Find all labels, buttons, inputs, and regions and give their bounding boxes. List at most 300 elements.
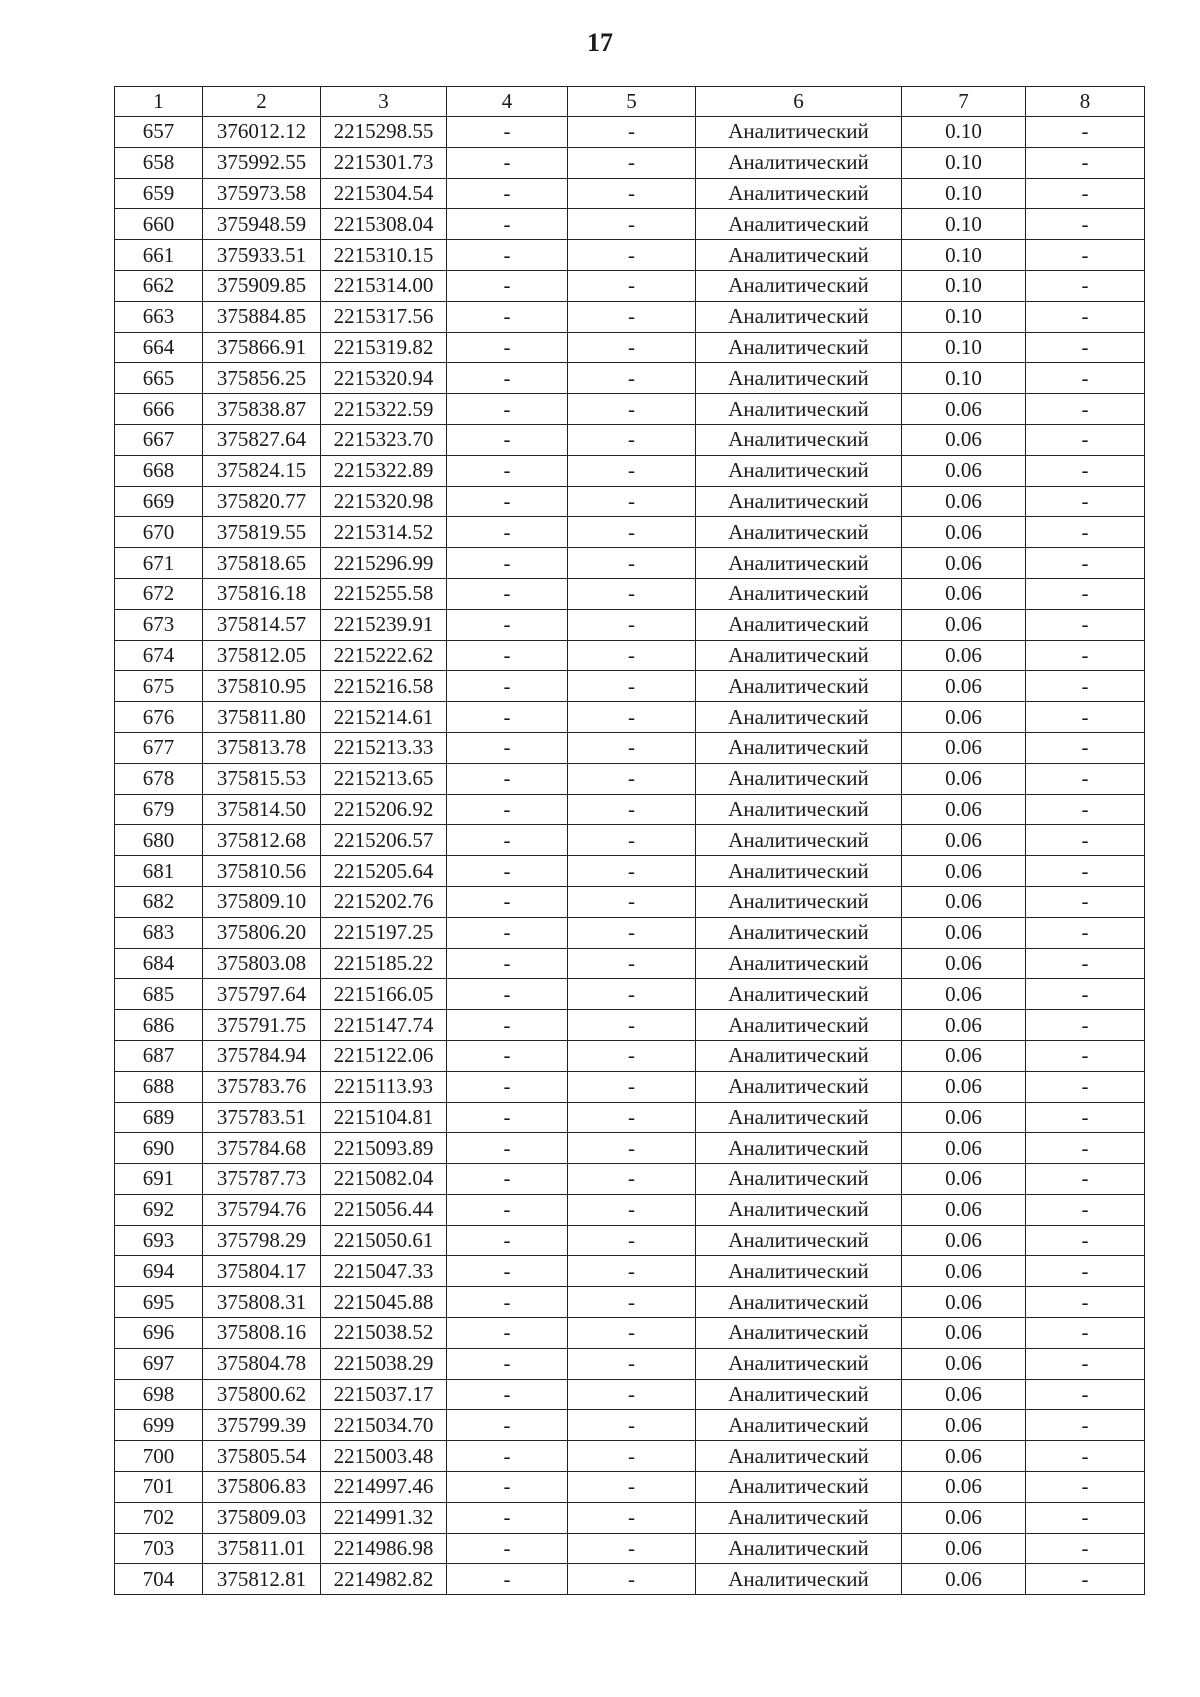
- table-cell-col-2: 375856.25: [203, 363, 321, 394]
- table-row: [115, 270, 1145, 301]
- table-cell-col-5: -: [568, 609, 696, 640]
- table-cell-col-1: 665: [115, 363, 203, 394]
- table-row: [115, 363, 1145, 394]
- table-cell-col-2: 375838.87: [203, 394, 321, 425]
- table-cell-col-6: Аналитический: [696, 1287, 902, 1318]
- table-cell-col-2: 375820.77: [203, 486, 321, 517]
- table-cell-col-7: 0.06: [902, 1040, 1026, 1071]
- table-cell-col-4: -: [447, 1533, 568, 1564]
- table-cell-col-5: -: [568, 1071, 696, 1102]
- table-cell-col-2: 375814.57: [203, 609, 321, 640]
- table-cell-col-5: -: [568, 394, 696, 425]
- table-cell-col-6: Аналитический: [696, 1225, 902, 1256]
- table-cell-col-2: 375787.73: [203, 1164, 321, 1195]
- table-cell-col-5: -: [568, 578, 696, 609]
- table-cell-col-2: 375819.55: [203, 517, 321, 548]
- table-cell-col-8: -: [1026, 671, 1145, 702]
- table-cell-col-2: 375791.75: [203, 1010, 321, 1041]
- table-cell-col-2: 375784.68: [203, 1133, 321, 1164]
- table-cell-col-4: -: [447, 1225, 568, 1256]
- table-cell-col-5: -: [568, 240, 696, 271]
- table-row: [115, 1102, 1145, 1133]
- table-cell-col-7: 0.06: [902, 1287, 1026, 1318]
- table-cell-col-5: -: [568, 1040, 696, 1071]
- table-cell-col-3: 2215317.56: [321, 301, 447, 332]
- table-cell-col-1: 683: [115, 917, 203, 948]
- table-cell-col-7: 0.06: [902, 917, 1026, 948]
- table-cell-col-7: 0.10: [902, 332, 1026, 363]
- table-cell-col-8: -: [1026, 1348, 1145, 1379]
- table-cell-col-5: -: [568, 1564, 696, 1595]
- table-cell-col-5: -: [568, 886, 696, 917]
- table-cell-col-5: -: [568, 486, 696, 517]
- table-cell-col-3: 2215202.76: [321, 886, 447, 917]
- table-cell-col-1: 685: [115, 979, 203, 1010]
- table-cell-col-8: -: [1026, 1472, 1145, 1503]
- table-cell-col-1: 682: [115, 886, 203, 917]
- table-cell-col-6: Аналитический: [696, 548, 902, 579]
- table-cell-col-3: 2215239.91: [321, 609, 447, 640]
- table-cell-col-3: 2215185.22: [321, 948, 447, 979]
- table-cell-col-7: 0.06: [902, 486, 1026, 517]
- table-cell-col-1: 661: [115, 240, 203, 271]
- table-cell-col-3: 2215314.52: [321, 517, 447, 548]
- table-cell-col-4: -: [447, 948, 568, 979]
- table-cell-col-6: Аналитический: [696, 1256, 902, 1287]
- table-cell-col-7: 0.06: [902, 394, 1026, 425]
- table-cell-col-6: Аналитический: [696, 147, 902, 178]
- table-cell-col-1: 701: [115, 1472, 203, 1503]
- table-cell-col-8: -: [1026, 1040, 1145, 1071]
- table-cell-col-7: 0.06: [902, 1164, 1026, 1195]
- table-cell-col-4: -: [447, 394, 568, 425]
- table-cell-col-2: 375992.55: [203, 147, 321, 178]
- table-cell-col-8: -: [1026, 1318, 1145, 1349]
- table-row: [115, 1133, 1145, 1164]
- table-cell-col-3: 2215206.57: [321, 825, 447, 856]
- table-cell-col-5: -: [568, 1472, 696, 1503]
- table-cell-col-3: 2215222.62: [321, 640, 447, 671]
- table-cell-col-5: -: [568, 424, 696, 455]
- table-cell-col-1: 680: [115, 825, 203, 856]
- table-row: [115, 702, 1145, 733]
- table-cell-col-8: -: [1026, 1287, 1145, 1318]
- table-cell-col-5: -: [568, 702, 696, 733]
- table-cell-col-1: 695: [115, 1287, 203, 1318]
- table-cell-col-2: 375813.78: [203, 732, 321, 763]
- table-cell-col-7: 0.06: [902, 455, 1026, 486]
- table-cell-col-1: 673: [115, 609, 203, 640]
- table-cell-col-8: -: [1026, 1379, 1145, 1410]
- table-cell-col-6: Аналитический: [696, 1318, 902, 1349]
- table-cell-col-6: Аналитический: [696, 1164, 902, 1195]
- table-row: [115, 424, 1145, 455]
- table-row: [115, 332, 1145, 363]
- table-cell-col-7: 0.06: [902, 1472, 1026, 1503]
- table-cell-col-5: -: [568, 948, 696, 979]
- table-cell-col-3: 2214986.98: [321, 1533, 447, 1564]
- table-cell-col-4: -: [447, 979, 568, 1010]
- table-cell-col-6: Аналитический: [696, 332, 902, 363]
- table-cell-col-4: -: [447, 1010, 568, 1041]
- table-cell-col-1: 672: [115, 578, 203, 609]
- table-cell-col-6: Аналитический: [696, 1379, 902, 1410]
- column-header-5: 5: [568, 87, 696, 117]
- table-cell-col-3: 2215320.98: [321, 486, 447, 517]
- table-cell-col-8: -: [1026, 363, 1145, 394]
- table-cell-col-3: 2215045.88: [321, 1287, 447, 1318]
- table-row: [115, 794, 1145, 825]
- table-row: [115, 578, 1145, 609]
- table-cell-col-2: 375973.58: [203, 178, 321, 209]
- table-cell-col-8: -: [1026, 886, 1145, 917]
- table-cell-col-5: -: [568, 363, 696, 394]
- table-row: [115, 517, 1145, 548]
- table-cell-col-4: -: [447, 270, 568, 301]
- table-cell-col-5: -: [568, 117, 696, 148]
- table-cell-col-1: 703: [115, 1533, 203, 1564]
- table-body: [115, 117, 1145, 1595]
- table-cell-col-1: 669: [115, 486, 203, 517]
- table-cell-col-4: -: [447, 1379, 568, 1410]
- table-row: [115, 147, 1145, 178]
- table-cell-col-1: 689: [115, 1102, 203, 1133]
- table-row: [115, 1318, 1145, 1349]
- table-cell-col-6: Аналитический: [696, 917, 902, 948]
- table-cell-col-6: Аналитический: [696, 671, 902, 702]
- table-row: [115, 1010, 1145, 1041]
- table-cell-col-4: -: [447, 1410, 568, 1441]
- table-cell-col-3: 2214991.32: [321, 1502, 447, 1533]
- table-cell-col-5: -: [568, 1379, 696, 1410]
- table-cell-col-8: -: [1026, 1533, 1145, 1564]
- table-cell-col-4: -: [447, 856, 568, 887]
- table-cell-col-1: 700: [115, 1441, 203, 1472]
- table-cell-col-2: 375798.29: [203, 1225, 321, 1256]
- table-cell-col-6: Аналитический: [696, 1533, 902, 1564]
- table-cell-col-1: 666: [115, 394, 203, 425]
- table-row: [115, 856, 1145, 887]
- table-cell-col-5: -: [568, 517, 696, 548]
- table-cell-col-2: 375824.15: [203, 455, 321, 486]
- table-cell-col-1: 659: [115, 178, 203, 209]
- table-cell-col-3: 2215104.81: [321, 1102, 447, 1133]
- table-cell-col-6: Аналитический: [696, 1071, 902, 1102]
- table-cell-col-3: 2215322.89: [321, 455, 447, 486]
- table-cell-col-2: 375806.83: [203, 1472, 321, 1503]
- table-cell-col-8: -: [1026, 1441, 1145, 1472]
- table-cell-col-5: -: [568, 1410, 696, 1441]
- table-cell-col-1: 704: [115, 1564, 203, 1595]
- table-cell-col-7: 0.06: [902, 886, 1026, 917]
- table-cell-col-3: 2215255.58: [321, 578, 447, 609]
- coordinates-table: [114, 86, 1145, 1595]
- table-cell-col-7: 0.06: [902, 1379, 1026, 1410]
- table-cell-col-2: 375810.56: [203, 856, 321, 887]
- column-header-3: 3: [321, 87, 447, 117]
- table-cell-col-1: 662: [115, 270, 203, 301]
- table-cell-col-3: 2215298.55: [321, 117, 447, 148]
- table-cell-col-5: -: [568, 1441, 696, 1472]
- table-cell-col-2: 375909.85: [203, 270, 321, 301]
- table-row: [115, 1194, 1145, 1225]
- table-cell-col-2: 375806.20: [203, 917, 321, 948]
- table-row: [115, 1225, 1145, 1256]
- table-cell-col-4: -: [447, 1133, 568, 1164]
- table-cell-col-1: 679: [115, 794, 203, 825]
- table-cell-col-3: 2215003.48: [321, 1441, 447, 1472]
- table-cell-col-3: 2215314.00: [321, 270, 447, 301]
- table-row: [115, 1164, 1145, 1195]
- table-cell-col-7: 0.06: [902, 825, 1026, 856]
- table-cell-col-4: -: [447, 455, 568, 486]
- table-cell-col-8: -: [1026, 394, 1145, 425]
- table-row: [115, 209, 1145, 240]
- table-cell-col-5: -: [568, 209, 696, 240]
- table-cell-col-4: -: [447, 825, 568, 856]
- table-cell-col-1: 675: [115, 671, 203, 702]
- table-cell-col-6: Аналитический: [696, 886, 902, 917]
- table-cell-col-1: 690: [115, 1133, 203, 1164]
- table-cell-col-2: 375948.59: [203, 209, 321, 240]
- table-cell-col-4: -: [447, 424, 568, 455]
- table-cell-col-8: -: [1026, 240, 1145, 271]
- table-cell-col-2: 375804.17: [203, 1256, 321, 1287]
- table-cell-col-6: Аналитический: [696, 240, 902, 271]
- table-cell-col-4: -: [447, 1441, 568, 1472]
- table-cell-col-8: -: [1026, 856, 1145, 887]
- table-cell-col-7: 0.06: [902, 1533, 1026, 1564]
- table-row: [115, 609, 1145, 640]
- table-cell-col-7: 0.06: [902, 578, 1026, 609]
- table-cell-col-7: 0.06: [902, 424, 1026, 455]
- table-cell-col-4: -: [447, 1472, 568, 1503]
- table-cell-col-4: -: [447, 702, 568, 733]
- table-cell-col-2: 375933.51: [203, 240, 321, 271]
- table-cell-col-3: 2215322.59: [321, 394, 447, 425]
- table-cell-col-7: 0.06: [902, 671, 1026, 702]
- table-cell-col-6: Аналитический: [696, 948, 902, 979]
- table-cell-col-1: 668: [115, 455, 203, 486]
- table-cell-col-1: 681: [115, 856, 203, 887]
- table-cell-col-5: -: [568, 917, 696, 948]
- table-row: [115, 486, 1145, 517]
- table-cell-col-8: -: [1026, 1502, 1145, 1533]
- table-cell-col-7: 0.06: [902, 856, 1026, 887]
- table-cell-col-4: -: [447, 1194, 568, 1225]
- table-cell-col-4: -: [447, 1256, 568, 1287]
- table-row: [115, 886, 1145, 917]
- table-cell-col-4: -: [447, 332, 568, 363]
- table-row: [115, 640, 1145, 671]
- table-cell-col-8: -: [1026, 424, 1145, 455]
- table-cell-col-6: Аналитический: [696, 794, 902, 825]
- table-cell-col-7: 0.06: [902, 702, 1026, 733]
- table-cell-col-6: Аналитический: [696, 1194, 902, 1225]
- table-cell-col-7: 0.06: [902, 1102, 1026, 1133]
- table-cell-col-1: 702: [115, 1502, 203, 1533]
- table-cell-col-7: 0.06: [902, 1225, 1026, 1256]
- table-cell-col-5: -: [568, 455, 696, 486]
- table-cell-col-7: 0.06: [902, 548, 1026, 579]
- table-cell-col-1: 697: [115, 1348, 203, 1379]
- table-cell-col-5: -: [568, 1502, 696, 1533]
- table-cell-col-6: Аналитический: [696, 856, 902, 887]
- table-cell-col-5: -: [568, 301, 696, 332]
- table-cell-col-2: 375800.62: [203, 1379, 321, 1410]
- table-cell-col-2: 375812.05: [203, 640, 321, 671]
- table-cell-col-6: Аналитический: [696, 394, 902, 425]
- table-cell-col-2: 375816.18: [203, 578, 321, 609]
- table-cell-col-6: Аналитический: [696, 1133, 902, 1164]
- table-cell-col-3: 2215319.82: [321, 332, 447, 363]
- table-cell-col-8: -: [1026, 1225, 1145, 1256]
- table-cell-col-6: Аналитический: [696, 640, 902, 671]
- table-cell-col-6: Аналитический: [696, 1348, 902, 1379]
- table-cell-col-5: -: [568, 1164, 696, 1195]
- table-cell-col-8: -: [1026, 794, 1145, 825]
- table-cell-col-2: 375810.95: [203, 671, 321, 702]
- table-cell-col-7: 0.06: [902, 609, 1026, 640]
- table-cell-col-6: Аналитический: [696, 301, 902, 332]
- table-cell-col-4: -: [447, 517, 568, 548]
- table-cell-col-3: 2215205.64: [321, 856, 447, 887]
- table-cell-col-8: -: [1026, 1102, 1145, 1133]
- table-cell-col-2: 375799.39: [203, 1410, 321, 1441]
- table-cell-col-2: 375808.31: [203, 1287, 321, 1318]
- table-cell-col-7: 0.06: [902, 948, 1026, 979]
- table-cell-col-5: -: [568, 979, 696, 1010]
- table-cell-col-7: 0.10: [902, 147, 1026, 178]
- table-cell-col-5: -: [568, 1256, 696, 1287]
- table-cell-col-2: 375797.64: [203, 979, 321, 1010]
- table-cell-col-3: 2215310.15: [321, 240, 447, 271]
- table-cell-col-6: Аналитический: [696, 979, 902, 1010]
- table-cell-col-4: -: [447, 178, 568, 209]
- table-cell-col-3: 2215304.54: [321, 178, 447, 209]
- table-cell-col-5: -: [568, 1225, 696, 1256]
- table-cell-col-1: 698: [115, 1379, 203, 1410]
- table-cell-col-6: Аналитический: [696, 825, 902, 856]
- table-cell-col-6: Аналитический: [696, 209, 902, 240]
- table-row: [115, 732, 1145, 763]
- table-cell-col-3: 2215197.25: [321, 917, 447, 948]
- table-row: [115, 548, 1145, 579]
- table-cell-col-7: 0.06: [902, 1071, 1026, 1102]
- column-header-1: 1: [115, 87, 203, 117]
- table-cell-col-4: -: [447, 732, 568, 763]
- table-cell-col-2: 375811.80: [203, 702, 321, 733]
- table-cell-col-1: 676: [115, 702, 203, 733]
- table-cell-col-7: 0.06: [902, 979, 1026, 1010]
- table-cell-col-1: 694: [115, 1256, 203, 1287]
- table-cell-col-5: -: [568, 332, 696, 363]
- table-cell-col-5: -: [568, 763, 696, 794]
- table-row: [115, 1441, 1145, 1472]
- table-cell-col-3: 2215037.17: [321, 1379, 447, 1410]
- table-cell-col-6: Аналитический: [696, 702, 902, 733]
- table-cell-col-8: -: [1026, 1010, 1145, 1041]
- table-cell-col-8: -: [1026, 763, 1145, 794]
- table-cell-col-7: 0.06: [902, 1348, 1026, 1379]
- table-cell-col-7: 0.06: [902, 640, 1026, 671]
- table-cell-col-7: 0.10: [902, 240, 1026, 271]
- table-row: [115, 1564, 1145, 1595]
- table-cell-col-4: -: [447, 301, 568, 332]
- table-cell-col-2: 375783.76: [203, 1071, 321, 1102]
- table-cell-col-7: 0.06: [902, 1133, 1026, 1164]
- table-cell-col-6: Аналитический: [696, 578, 902, 609]
- table-cell-col-4: -: [447, 763, 568, 794]
- table-cell-col-7: 0.06: [902, 732, 1026, 763]
- table-cell-col-1: 667: [115, 424, 203, 455]
- table-cell-col-3: 2215214.61: [321, 702, 447, 733]
- table-cell-col-6: Аналитический: [696, 486, 902, 517]
- table-cell-col-1: 658: [115, 147, 203, 178]
- table-cell-col-6: Аналитический: [696, 270, 902, 301]
- table-row: [115, 1348, 1145, 1379]
- table-cell-col-1: 696: [115, 1318, 203, 1349]
- table-cell-col-5: -: [568, 794, 696, 825]
- table-cell-col-4: -: [447, 1287, 568, 1318]
- table-cell-col-5: -: [568, 147, 696, 178]
- header-row: [115, 87, 1145, 117]
- table-cell-col-7: 0.10: [902, 363, 1026, 394]
- table-cell-col-5: -: [568, 856, 696, 887]
- table-cell-col-6: Аналитический: [696, 1040, 902, 1071]
- table-cell-col-4: -: [447, 209, 568, 240]
- table-cell-col-8: -: [1026, 578, 1145, 609]
- table-cell-col-3: 2215308.04: [321, 209, 447, 240]
- table-cell-col-3: 2214997.46: [321, 1472, 447, 1503]
- table-cell-col-5: -: [568, 640, 696, 671]
- table-row: [115, 1040, 1145, 1071]
- table-cell-col-6: Аналитический: [696, 609, 902, 640]
- table-cell-col-5: -: [568, 1533, 696, 1564]
- table-cell-col-5: -: [568, 270, 696, 301]
- table-row: [115, 917, 1145, 948]
- table-row: [115, 1502, 1145, 1533]
- table-cell-col-1: 657: [115, 117, 203, 148]
- table-cell-col-4: -: [447, 917, 568, 948]
- table-cell-col-3: 2215206.92: [321, 794, 447, 825]
- table-cell-col-8: -: [1026, 825, 1145, 856]
- table-cell-col-3: 2215082.04: [321, 1164, 447, 1195]
- table-cell-col-3: 2215166.05: [321, 979, 447, 1010]
- table-cell-col-2: 375803.08: [203, 948, 321, 979]
- table-cell-col-7: 0.06: [902, 1564, 1026, 1595]
- table-cell-col-5: -: [568, 1287, 696, 1318]
- table-cell-col-3: 2215056.44: [321, 1194, 447, 1225]
- table-cell-col-2: 375866.91: [203, 332, 321, 363]
- table-cell-col-1: 699: [115, 1410, 203, 1441]
- table-cell-col-4: -: [447, 486, 568, 517]
- table-cell-col-7: 0.06: [902, 763, 1026, 794]
- table-cell-col-7: 0.10: [902, 117, 1026, 148]
- table-cell-col-6: Аналитический: [696, 1564, 902, 1595]
- table-cell-col-8: -: [1026, 1564, 1145, 1595]
- table-cell-col-8: -: [1026, 732, 1145, 763]
- table-cell-col-2: 375805.54: [203, 1441, 321, 1472]
- table-cell-col-2: 375812.81: [203, 1564, 321, 1595]
- table-cell-col-1: 677: [115, 732, 203, 763]
- table-cell-col-8: -: [1026, 1410, 1145, 1441]
- table-cell-col-2: 375784.94: [203, 1040, 321, 1071]
- table-row: [115, 763, 1145, 794]
- table-cell-col-6: Аналитический: [696, 763, 902, 794]
- table-cell-col-1: 693: [115, 1225, 203, 1256]
- table-header: [115, 87, 1145, 117]
